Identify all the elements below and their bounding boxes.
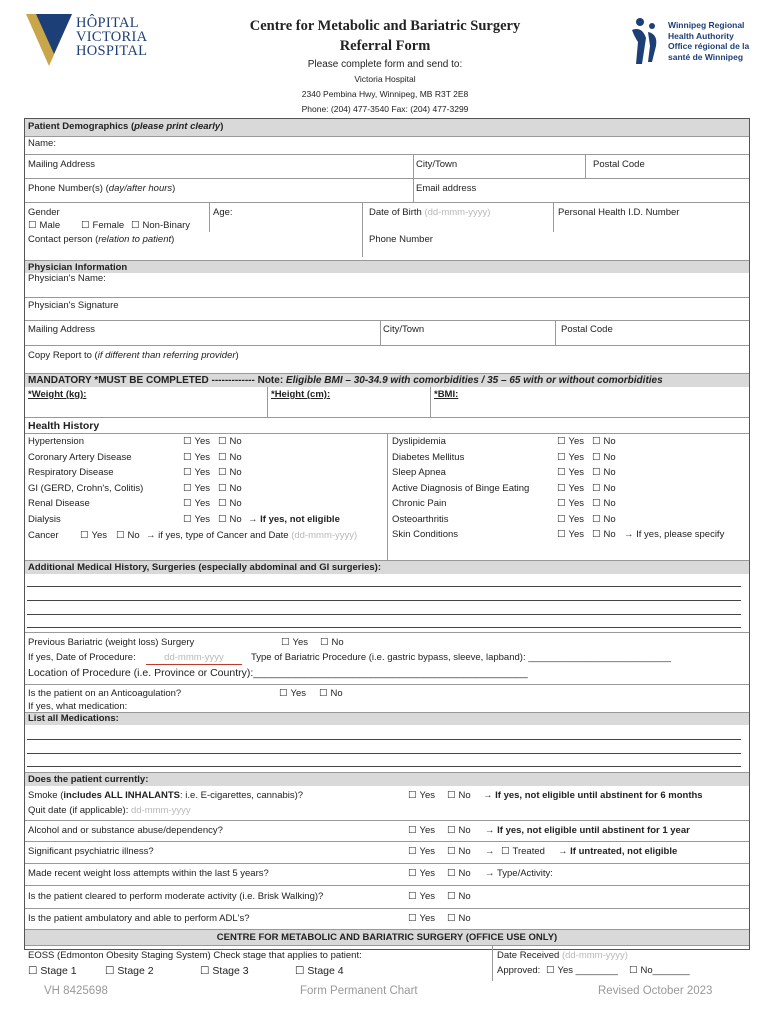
hospital-name-line1: HÔPITAL <box>76 15 139 31</box>
health-history-header <box>25 417 749 433</box>
health-condition-label: Coronary Artery Disease <box>28 451 132 463</box>
demographics-heading-italic: please print clearly <box>134 121 221 132</box>
copy-report-row <box>25 345 749 370</box>
email-field[interactable]: Email address <box>416 183 477 194</box>
ambulatory-no-checkbox[interactable]: ☐ No <box>447 913 471 925</box>
health-condition-label: Osteoarthritis <box>392 513 449 525</box>
quit-date-placeholder: dd-mmm-yyyy <box>130 805 191 816</box>
form-title-line2: Referral Form <box>339 38 431 54</box>
anticoagulation-row <box>25 684 749 712</box>
health-no-checkbox[interactable]: ☐ No <box>218 483 242 495</box>
gender-female-checkbox[interactable]: ☐ Female <box>81 220 124 232</box>
health-condition-label: Respiratory Disease <box>28 467 114 478</box>
weightloss-activity-field[interactable]: → Type/Activity: <box>485 868 553 879</box>
wrha-logo <box>628 16 758 68</box>
health-yes-checkbox[interactable]: ☐ Yes <box>557 514 584 526</box>
name-label: Name: <box>28 138 56 149</box>
additional-history-header <box>25 560 749 574</box>
form-title-line1: Centre for Metabolic and Bariatric Surgery <box>249 18 521 34</box>
demographics-heading-close: ) <box>220 121 224 132</box>
health-yes-checkbox[interactable]: ☐ Yes <box>557 436 584 448</box>
cancer-note-text: → if yes, type of Cancer and Date <box>146 530 289 541</box>
smoke-label <box>28 790 303 802</box>
physician-signature-field[interactable]: Physician's Signature <box>28 300 119 311</box>
additional-history-lines[interactable] <box>25 574 749 632</box>
wrha-name-line1: Winnipeg Regional <box>668 20 745 30</box>
procedure-date-field[interactable]: dd-mmm-yyyy <box>146 652 242 665</box>
health-no-checkbox[interactable]: ☐ No <box>218 498 242 510</box>
approved-no-checkbox[interactable]: ☐ No_______ <box>629 965 690 977</box>
anticoag-label: Is the patient on an Anticoagulation? <box>28 688 182 699</box>
smoke-label-suffix: : i.e. E-cigarettes, cannabis)? <box>180 790 304 801</box>
psych-row <box>25 841 749 863</box>
measurements-row <box>25 387 749 417</box>
health-condition-label: Chronic Pain <box>392 498 447 509</box>
form-code: VH 8425698 <box>44 985 108 997</box>
date-received-placeholder: (dd-mmm-yyyy) <box>561 950 628 961</box>
health-yes-checkbox[interactable]: ☐ Yes <box>183 436 210 448</box>
gender-label: Gender <box>28 207 60 218</box>
quit-date-label: Quit date (if applicable): <box>28 805 129 816</box>
dob-field[interactable] <box>369 207 490 219</box>
stage1-checkbox[interactable]: ☐ Stage 1 <box>28 965 77 977</box>
psych-no-checkbox[interactable]: ☐ No <box>447 846 471 858</box>
health-yes-checkbox[interactable]: ☐ Yes <box>557 467 584 479</box>
health-yes-checkbox[interactable]: ☐ Yes <box>183 467 210 479</box>
dob-placeholder: (dd-mmm-yyyy) <box>424 207 491 218</box>
health-yes-checkbox[interactable]: ☐ Yes <box>557 529 584 541</box>
health-history-grid <box>25 433 749 560</box>
anticoag-no-checkbox[interactable]: ☐ No <box>319 688 343 700</box>
health-no-checkbox[interactable]: ☐ No <box>592 529 616 541</box>
address-line2: 2340 Pembina Hwy, Winnipeg, MB R3T 2E8 <box>301 89 469 99</box>
alcohol-yes-checkbox[interactable]: ☐ Yes <box>408 825 435 837</box>
address-line3: Phone: (204) 477-3540 Fax: (204) 477-3299 <box>301 104 469 114</box>
contact-row <box>25 232 749 257</box>
health-no-checkbox[interactable]: ☐ No <box>592 452 616 464</box>
contact-label-italic: relation to patient <box>98 234 172 245</box>
demographics-header <box>25 119 749 136</box>
eoss-label: EOSS (Edmonton Obesity Staging System) Check stage that applies to patient: <box>28 950 362 961</box>
health-condition-label: Sleep Apnea <box>392 467 446 478</box>
age-field[interactable]: Age: <box>213 207 233 218</box>
form-chart-label: Form Permanent Chart <box>300 985 418 997</box>
prev-bariatric-no-checkbox[interactable]: ☐ No <box>320 637 344 649</box>
smoke-label-bold: includes ALL INHALANTS <box>63 790 181 801</box>
office-use-heading: CENTRE FOR METABOLIC AND BARIATRIC SURGERY (OFFICE USE ONLY) <box>216 932 558 943</box>
health-condition-label: Hypertension <box>28 436 84 447</box>
stage2-checkbox[interactable]: ☐ Stage 2 <box>105 965 154 977</box>
medications-lines[interactable] <box>25 725 749 772</box>
physician-mailing-field[interactable]: Mailing Address <box>28 324 96 335</box>
prev-bariatric-label: Previous Bariatric (weight loss) Surgery <box>28 637 195 648</box>
mandatory-note: Eligible BMI – 30-34.9 with comorbidities / 35 – 65 with or without comorbidities <box>283 375 663 386</box>
health-yes-checkbox[interactable]: ☐ Yes <box>557 498 584 510</box>
alcohol-row <box>25 820 749 841</box>
demographics-heading: Patient Demographics ( <box>28 121 135 132</box>
referral-form <box>24 118 750 977</box>
copy-report-label: Copy Report to ( <box>28 350 98 361</box>
health-history-heading: Health History <box>28 420 100 432</box>
currently-header <box>25 772 749 786</box>
physician-city-field[interactable]: City/Town <box>383 324 425 335</box>
office-use-row <box>25 945 749 981</box>
quit-date-field[interactable] <box>28 805 191 817</box>
medications-header <box>25 712 749 725</box>
phone-field[interactable] <box>28 183 175 195</box>
prev-bariatric-yes-checkbox[interactable]: ☐ Yes <box>281 637 308 649</box>
health-no-checkbox[interactable]: ☐ No <box>218 467 242 479</box>
weightloss-no-checkbox[interactable]: ☐ No <box>447 868 471 880</box>
mailing-row <box>25 154 749 178</box>
health-no-checkbox[interactable]: ☐ No <box>592 436 616 448</box>
health-condition-label: Active Diagnosis of Binge Eating <box>392 482 530 494</box>
health-no-checkbox[interactable]: ☐ No <box>218 436 242 448</box>
stage3-checkbox[interactable]: ☐ Stage 3 <box>200 965 249 977</box>
gender-nonbinary-checkbox[interactable]: ☐ Non-Binary <box>131 220 190 232</box>
wrha-logo-mark <box>628 16 662 66</box>
health-condition-label: Diabetes Mellitus <box>392 451 465 463</box>
cleared-label: Is the patient cleared to perform moderate activity (i.e. Brisk Walking)? <box>28 891 324 902</box>
smoke-label-prefix: Smoke ( <box>28 790 64 801</box>
ambulatory-label: Is the patient ambulatory and able to perform ADL's? <box>28 913 250 924</box>
smoke-yes-checkbox[interactable]: ☐ Yes <box>408 790 435 802</box>
health-yes-checkbox[interactable]: ☐ Yes <box>557 452 584 464</box>
form-title <box>200 16 570 56</box>
cancer-yes-checkbox[interactable]: ☐ Yes <box>80 530 107 542</box>
health-condition-label: Dyslipidemia <box>392 436 446 447</box>
health-yes-checkbox[interactable]: ☐ Yes <box>183 514 210 526</box>
physician-postal-field[interactable]: Postal Code <box>561 324 613 335</box>
weightloss-label: Made recent weight loss attempts within the last 5 years? <box>28 868 269 879</box>
phone-row <box>25 178 749 202</box>
physician-heading: Physician Information <box>28 262 128 273</box>
psych-treated-checkbox[interactable]: ☐ Treated <box>501 846 545 858</box>
procedure-date-label: If yes, Date of Procedure: <box>28 652 136 663</box>
stage4-checkbox[interactable]: ☐ Stage 4 <box>295 965 344 977</box>
contact-phone-field[interactable]: Phone Number <box>369 234 433 245</box>
weight-field[interactable]: *Weight (kg): <box>28 389 87 400</box>
hh-left-label: Cancer <box>28 530 59 541</box>
contact-label-close: ) <box>171 234 175 245</box>
hospital-name-line2: VICTORIA <box>76 29 148 45</box>
previous-bariatric-row <box>25 632 749 684</box>
anticoag-yes-checkbox[interactable]: ☐ Yes <box>279 688 306 700</box>
address-line1: Victoria Hospital <box>354 74 416 84</box>
city-field[interactable]: City/Town <box>416 159 458 170</box>
smoke-row <box>25 786 749 820</box>
health-no-checkbox[interactable]: ☐ No <box>592 514 616 526</box>
health-yes-checkbox[interactable]: ☐ Yes <box>183 498 210 510</box>
alcohol-note: → If yes, not eligible until abstinent for 1 year <box>485 825 690 836</box>
cleared-yes-checkbox[interactable]: ☐ Yes <box>408 891 435 903</box>
psych-label: Significant psychiatric illness? <box>28 846 154 857</box>
health-condition-label: Dialysis <box>28 513 61 525</box>
alcohol-label: Alcohol and or substance abuse/dependency? <box>28 825 223 836</box>
health-condition-label: GI (GERD, Crohn's, Colitis) <box>28 482 144 494</box>
health-yes-checkbox[interactable]: ☐ Yes <box>557 483 584 495</box>
smoke-no-checkbox[interactable]: ☐ No <box>447 790 471 802</box>
physician-header <box>25 260 749 273</box>
health-no-checkbox[interactable]: ☐ No <box>592 498 616 510</box>
smoke-note: → If yes, not eligible until abstinent for 6 months <box>483 790 703 801</box>
weightloss-yes-checkbox[interactable]: ☐ Yes <box>408 868 435 880</box>
procedure-type-field[interactable]: Type of Bariatric Procedure (i.e. gastric bypass, sleeve, lapband): ___________________________ <box>251 652 671 663</box>
hospital-logo-mark <box>26 14 72 66</box>
cancer-note <box>146 530 357 542</box>
health-condition-note: → If yes, please specify <box>624 529 725 540</box>
contact-label: Contact person ( <box>28 234 99 245</box>
bmi-field[interactable]: *BMI: <box>434 389 459 400</box>
health-yes-checkbox[interactable]: ☐ Yes <box>183 483 210 495</box>
revision-date: Revised October 2023 <box>598 985 713 997</box>
health-no-checkbox[interactable]: ☐ No <box>592 467 616 479</box>
currently-heading: Does the patient currently: <box>28 774 149 785</box>
health-condition-note: → If yes, not eligible <box>248 513 340 525</box>
hospital-name-line3: HOSPITAL <box>76 43 148 59</box>
physician-name-field[interactable]: Physician's Name: <box>28 273 106 284</box>
cleared-no-checkbox[interactable]: ☐ No <box>447 891 471 903</box>
wrha-name-line3: Office régional de la <box>668 41 750 51</box>
copy-report-field[interactable] <box>28 350 239 362</box>
copy-report-close: ) <box>235 350 239 361</box>
office-use-header <box>25 929 749 945</box>
medications-heading: List all Medications: <box>28 713 119 724</box>
health-condition-label: Renal Disease <box>28 498 90 509</box>
phone-label-italic: day/after hours <box>108 183 173 194</box>
approved-yes-checkbox[interactable]: ☐ Yes ________ <box>546 965 618 977</box>
alcohol-no-checkbox[interactable]: ☐ No <box>447 825 471 837</box>
date-received-label: Date Received <box>497 950 560 961</box>
ambulatory-yes-checkbox[interactable]: ☐ Yes <box>408 913 435 925</box>
mandatory-header <box>25 373 749 387</box>
health-no-checkbox[interactable]: ☐ No <box>218 452 242 464</box>
psych-note: → If untreated, not eligible <box>558 846 678 857</box>
phin-field[interactable]: Personal Health I.D. Number <box>558 207 680 218</box>
psych-arrow: → <box>485 846 495 857</box>
physician-address-row <box>25 320 749 345</box>
dob-label: Date of Birth <box>369 207 422 218</box>
cleared-row <box>25 885 749 908</box>
medication-field[interactable]: If yes, what medication: <box>28 701 128 712</box>
wrha-name-line2: Health Authority <box>668 30 734 41</box>
health-condition-label: Skin Conditions <box>392 529 459 540</box>
mailing-address-field[interactable]: Mailing Address <box>28 159 96 170</box>
gender-row <box>25 202 749 232</box>
health-no-checkbox[interactable]: ☐ No <box>592 483 616 495</box>
ambulatory-row <box>25 908 749 929</box>
send-instruction: Please complete form and send to: <box>307 59 463 70</box>
additional-history-heading: Additional Medical History, Surgeries (especially abdominal and GI surgeries): <box>28 562 381 573</box>
postal-code-field[interactable]: Postal Code <box>593 159 645 170</box>
wrha-name-line4: santé de Winnipeg <box>668 51 744 62</box>
phone-label: Phone Number(s) ( <box>28 183 109 194</box>
mandatory-heading: MANDATORY *MUST BE COMPLETED ------------- Note: <box>28 375 284 386</box>
psych-yes-checkbox[interactable]: ☐ Yes <box>408 846 435 858</box>
procedure-location-field[interactable]: Location of Procedure (i.e. Province or Country):_______________________________________________ <box>28 667 528 679</box>
health-no-checkbox[interactable]: ☐ No <box>218 514 242 526</box>
phone-label-close: ) <box>172 183 176 194</box>
weightloss-row <box>25 863 749 885</box>
cancer-date-placeholder: (dd-mmm-yyyy) <box>291 530 358 541</box>
gender-male-checkbox[interactable]: ☐ Male <box>28 220 60 232</box>
copy-report-italic: if different than referring provider <box>97 350 236 361</box>
contact-field[interactable] <box>28 234 174 246</box>
date-received-field[interactable] <box>497 950 628 962</box>
physician-signature-row <box>25 297 749 320</box>
height-field[interactable]: *Height (cm): <box>271 389 331 400</box>
name-row[interactable] <box>25 136 749 154</box>
approved-label: Approved: <box>497 965 541 976</box>
health-yes-checkbox[interactable]: ☐ Yes <box>183 452 210 464</box>
hospital-logo <box>26 14 156 66</box>
cancer-no-checkbox[interactable]: ☐ No <box>116 530 140 542</box>
physician-name-row <box>25 273 749 297</box>
